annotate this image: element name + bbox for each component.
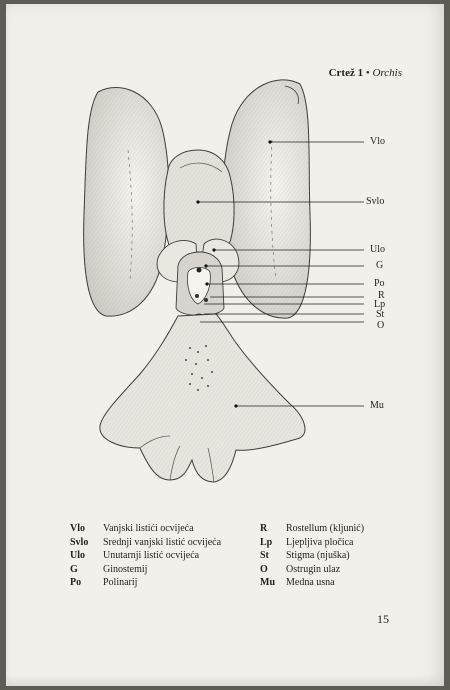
callout-r: R — [378, 290, 385, 301]
callout-st: St — [376, 309, 385, 320]
legend-item — [260, 549, 364, 563]
callout-mu: Mu — [370, 400, 384, 411]
legend-item — [70, 549, 221, 563]
legend-text: Ljepljiva pločica — [286, 536, 354, 548]
legend-item — [70, 563, 221, 577]
legend-abbr: Mu — [260, 577, 275, 588]
callout-ulo: Ulo — [370, 244, 385, 255]
callout-lp: Lp — [374, 299, 386, 310]
figure-label: Crtež 1 — [328, 67, 364, 79]
page-number: 15 — [377, 612, 389, 626]
legend-right-column — [260, 522, 364, 590]
callout-vlo: Vlo — [370, 136, 385, 147]
legend-abbr: St — [260, 550, 269, 561]
legend-item — [70, 522, 221, 536]
legend-item — [260, 536, 364, 550]
legend-text: Polinarij — [103, 577, 138, 588]
callout-o: O — [377, 320, 385, 331]
legend-abbr: Svlo — [70, 536, 89, 548]
figure-genus: Orchis — [372, 67, 402, 79]
legend-text: Medna usna — [286, 577, 335, 588]
legend-item — [70, 576, 221, 590]
legend-text: Ostrugin ulaz — [286, 563, 341, 575]
legend-abbr: Ulo — [70, 550, 85, 561]
legend-abbr: G — [70, 563, 78, 575]
legend-abbr: O — [260, 563, 268, 575]
legend-item — [70, 536, 221, 550]
legend-left-column — [70, 522, 221, 590]
callout-po: Po — [374, 278, 385, 289]
legend-text: Rostellum (kljunić) — [286, 523, 365, 534]
legend-text: Unutarnji listić ocvijeća — [103, 550, 200, 561]
legend-item — [260, 576, 364, 590]
legend-abbr: Vlo — [70, 523, 85, 534]
legend-text: Ginostemij — [103, 563, 148, 575]
legend-abbr: Po — [70, 577, 82, 588]
figure-separator: • — [365, 67, 370, 79]
legend-text: Stigma (njuška) — [286, 550, 350, 561]
legend-item — [260, 522, 364, 536]
callout-svlo: Svlo — [366, 196, 385, 207]
legend-item — [260, 563, 364, 577]
callout-g: G — [376, 260, 384, 271]
legend-abbr: Lp — [260, 536, 273, 548]
legend-abbr: R — [260, 523, 268, 534]
legend-text: Vanjski listići ocvijeća — [103, 523, 194, 534]
legend-text: Srednji vanjski listić ocvijeća — [103, 536, 222, 548]
